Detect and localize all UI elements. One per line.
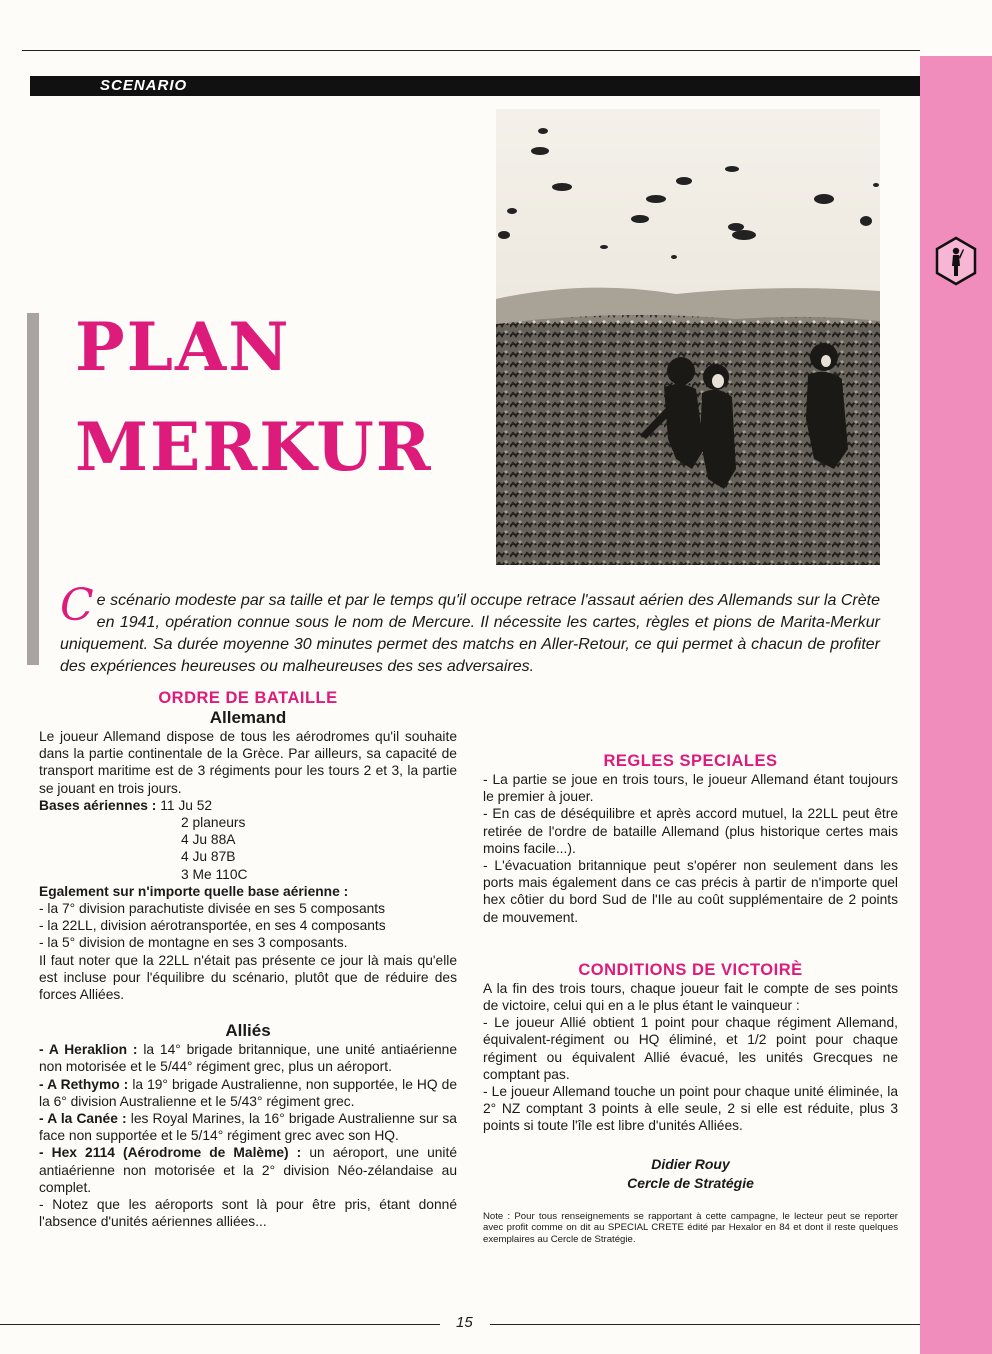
allemand-paragraph: Le joueur Allemand dispose de tous les aérodromes qu'il souhaite dans la partie continentale de la Grèce. Par ailleurs, sa capacité de transport maritime est de 3 régiments pour les tours 2 et 3, la partie se jouant en trois jours.: [39, 729, 457, 796]
conditions-item: - Le joueur Allié obtient 1 point pour chaque régiment Allemand, équivalent-régiment ou HQ éliminé, et 1/2 point pour chaque régiment ou équivalent Allié évacué, les unités Grecques ne comptant pas.: [483, 1015, 898, 1082]
left-column: [39, 688, 457, 1230]
footnote: Note : Pour tous renseignements se rapportant à cette campagne, le lecteur peut se reporter avec profit comme on dit au SPECIAL CRETE édité par Hexalor en 84 et dont il reste quelques exemplaires au Cercle de Stratégie.: [483, 1210, 898, 1245]
title-line-1: PLAN: [75, 308, 291, 386]
allies-heading: Alliés: [225, 1021, 271, 1041]
allies-item-text: la 14° brigade britannique, une unité antiaérienne non motorisée et le 5/44° régiment grec, plus un aéroport.: [39, 1042, 457, 1075]
bases-label: Bases aériennes :: [39, 797, 161, 813]
bottom-rule-right: [490, 1324, 920, 1325]
author-name: Didier Rouy: [651, 1155, 730, 1172]
top-rule: [22, 50, 920, 51]
allies-item-text: les Royal Marines, la 16° brigade Australienne sur sa face non supportée et le 5/14° régiment grec avec son HQ.: [39, 1111, 457, 1144]
allies-item-label: - A la Canée :: [39, 1111, 131, 1127]
each-base-item: - la 22LL, division aérotransportée, en ses 4 composants: [39, 918, 386, 934]
title-accent-bar: [27, 313, 39, 665]
allies-item: [39, 1041, 457, 1075]
intro-text: e scénario modeste par sa taille et par le temps qu'il occupe retrace l'assaut aérien des Allemands sur la Crète en 1941, opération connue sous le nom de Mercure. Il nécessite les cartes, règles et pions de Marita-Merkur uniquement. Sa durée moyenne 30 minutes permet des matchs en Aller-Retour, ce qui permet à chacun de profiter des expériences heureuses ou malheureuses des ses adversaires.: [60, 592, 880, 675]
allemand-heading: Allemand: [209, 708, 287, 727]
signature: [483, 1155, 898, 1193]
each-base-item: - la 7° division parachutiste divisée en ses 5 composants: [39, 901, 386, 917]
regles-item: - En cas de déséquilibre et après accord mutuel, la 22LL peut être retirée de l'ordre de bataille Allemand (plus historique certes mais moins facile...).: [483, 806, 898, 856]
base-item: 2 planeurs: [181, 815, 246, 831]
bases-list: [39, 814, 457, 883]
allies-item: [39, 1144, 457, 1196]
base-item: 4 Ju 87B: [181, 849, 236, 865]
allies-item-text: la 19° brigade Australienne, non supportée, le HQ de la 6° division Australienne et le 5/43° régiment grec.: [39, 1076, 457, 1109]
intro-paragraph: [60, 580, 880, 678]
page-number: 15: [456, 1314, 473, 1331]
section-header-bar: [30, 76, 920, 96]
conditions-heading: CONDITIONS DE VICTOIRÈ: [578, 960, 803, 979]
bases-block: [39, 797, 457, 814]
allies-item: [39, 1076, 457, 1110]
base-item: 3 Me 110C: [181, 866, 248, 882]
base-item: 11 Ju 52: [160, 797, 213, 813]
allies-item-text: - Notez que les aéroports sont là pour être pris, étant donné l'absence d'unités aériennes alliées...: [39, 1197, 457, 1230]
paratroopers-photo: [496, 109, 880, 565]
bottom-rule-left: [0, 1324, 440, 1325]
allies-item-label: - A Heraklion :: [39, 1042, 144, 1058]
allies-item: [39, 1196, 457, 1230]
regles-heading: REGLES SPECIALES: [603, 752, 778, 770]
allies-item-label: - Hex 2114 (Aérodrome de Malème) :: [39, 1145, 310, 1161]
conditions-intro: A la fin des trois tours, chaque joueur fait le compte de ses points de victoire, celui qui en a le plus étant le vainqueur :: [483, 980, 898, 1014]
base-item: 4 Ju 88A: [181, 832, 236, 848]
allemand-note: Il faut noter que la 22LL n'était pas présente ce jour là mais qu'elle est incluse pour l'équilibre du scénario, plutôt que de réduire des forces Alliées.: [39, 952, 457, 1003]
author-org: Cercle de Stratégie: [627, 1174, 754, 1191]
title-line-2: MERKUR: [75, 408, 433, 486]
section-label: SCENARIO: [100, 77, 188, 94]
ordre-heading: ORDRE DE BATAILLE: [158, 689, 338, 707]
regles-item: - La partie se joue en trois tours, le joueur Allemand étant toujours le premier à jouer.: [483, 772, 898, 805]
conditions-item: - Le joueur Allemand touche un point pour chaque unité éliminée, la 2° NZ comptant 3 points à elle seule, 2 si elle est réduite, plus 3 points si toute l'île est libre d'unités Alliées.: [483, 1084, 898, 1134]
regles-item: - L'évacuation britannique peut s'opérer non seulement dans les ports mais également dans ce cas précis à partir de n'importe quel hex côtier du bord Sud de l'Ile au coût supplémentaire de 2 points de mouvement.: [483, 858, 898, 925]
each-base-item: - la 5° division de montagne en ses 3 composants.: [39, 935, 348, 951]
allies-item: [39, 1110, 457, 1144]
column-continuation-space: [483, 693, 898, 751]
each-base-heading: Egalement sur n'importe quelle base aérienne :: [39, 883, 349, 899]
hexagon-soldier-icon: [934, 236, 978, 286]
right-column: [483, 693, 898, 1245]
intro-dropcap: C: [60, 580, 94, 631]
allies-item-text: un aéroport, une unité antiaérienne non motorisée et la 2° division Néo-zélandaise au complet.: [39, 1145, 457, 1195]
allies-item-label: - A Rethymo :: [39, 1076, 133, 1092]
